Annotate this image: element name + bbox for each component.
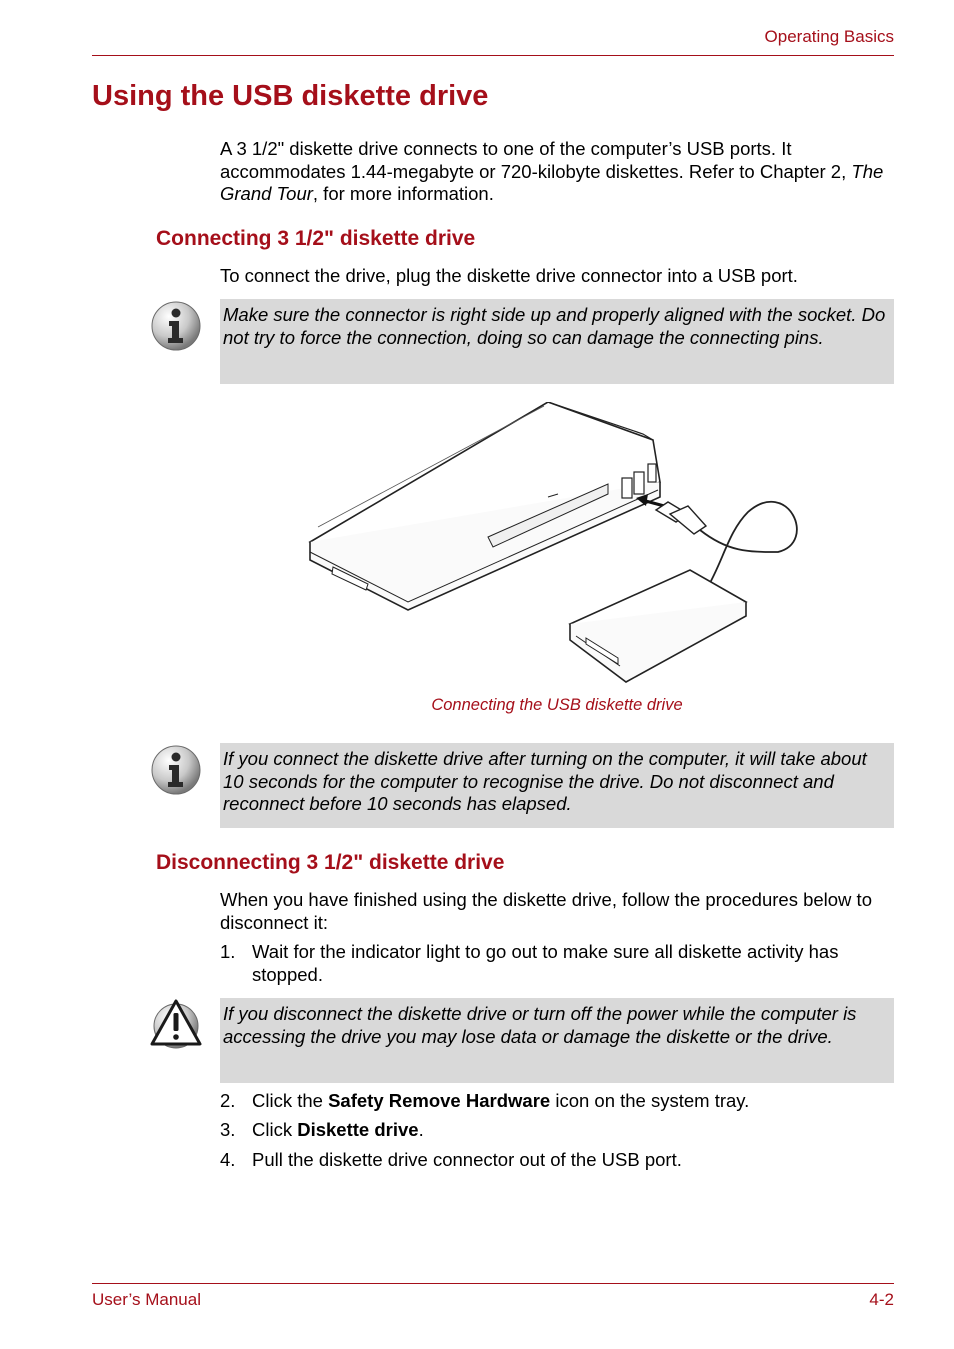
step-text-pre: Click the [252,1090,329,1111]
intro-paragraph [220,138,900,206]
info-icon [150,744,202,796]
intro-text: A 3 1/2" diskette drive connects to one of the computer’s USB ports. It accommodates 1.44-megabyte or 720-kilobyte diskettes. Refer to Chapter 2, [220,138,852,182]
note-box-timing: If you connect the diskette drive after turning on the computer, it will take about 10 seconds for the computer to recognise the drive. Do not disconnect and reconnect before 10 seconds has elapsed. [220,743,894,828]
step-number: 2. [220,1090,236,1111]
list-item [220,941,900,986]
step-number: 1. [220,941,236,962]
page-number: 4-2 [869,1290,894,1309]
warning-icon [150,998,202,1050]
info-icon [150,300,202,352]
step-text-post: . [418,1119,424,1140]
note-box-connector: Make sure the connector is right side up and properly aligned with the socket. Do not try to force the connection, doing so can damage the connecting pins. [220,299,894,384]
step-text [252,1119,900,1142]
intro-chapter-title: The Grand Tour [220,160,884,204]
step-text: Wait for the indicator light to go out to make sure all diskette activity has stopped. [252,941,839,985]
step-text [252,1090,900,1113]
warning-box: If you disconnect the diskette drive or turn off the power while the computer is accessing the drive you may lose data or damage the diskette or the drive. [220,998,894,1083]
list-item [220,1149,900,1172]
step-number: 4. [220,1149,236,1170]
list-item [220,1119,900,1142]
ui-term: Diskette drive [297,1119,419,1140]
section-heading-connect: Connecting 3 1/2" diskette drive [156,227,476,250]
step-text-post: icon on the system tray. [550,1090,750,1111]
figure-caption: Connecting the USB diskette drive [431,696,683,714]
ui-term: Safety Remove Hardware [328,1090,551,1111]
list-item [220,1090,900,1113]
step-text: Pull the diskette drive connector out of the USB port. [252,1149,682,1170]
step-text-pre: Click [252,1119,298,1140]
connect-paragraph: To connect the drive, plug the diskette drive connector into a USB port. [220,265,798,286]
running-header: Operating Basics [764,27,894,46]
intro-text-end: , for more information. [312,183,494,204]
usb-diskette-illustration [308,402,800,692]
step-number: 3. [220,1119,236,1140]
section-heading-disconnect: Disconnecting 3 1/2" diskette drive [156,851,505,874]
disconnect-paragraph: When you have finished using the diskette drive, follow the procedures below to disconnect it: [220,889,872,933]
header-rule [92,55,894,56]
page-title: Using the USB diskette drive [92,80,489,112]
footer-rule [92,1283,894,1284]
footer-manual-title: User’s Manual [92,1290,201,1309]
